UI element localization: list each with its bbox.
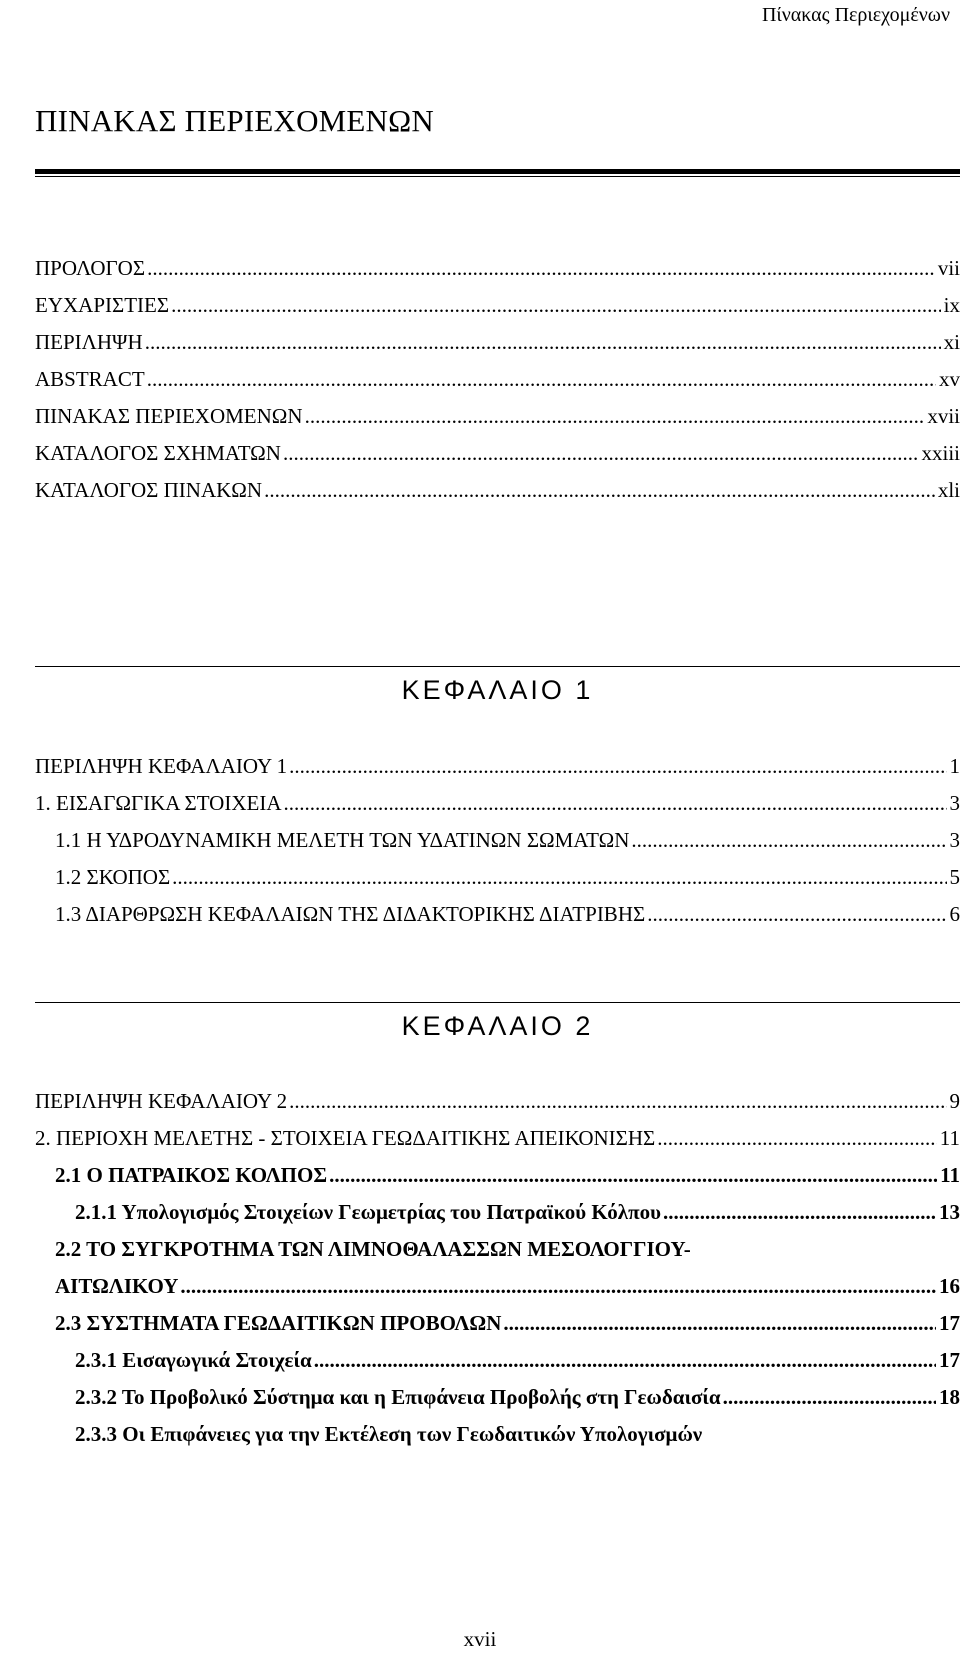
toc-entry-page: xxiii (921, 441, 960, 465)
toc-entry-page: 11 (940, 1163, 960, 1187)
toc-entry-page: 9 (949, 1089, 960, 1113)
toc-entry-label: ΚΑΤΑΛΟΓΟΣ ΠΙΝΑΚΩΝ (35, 478, 263, 502)
toc-entry-page: xvii (927, 404, 960, 428)
chapter-heading: ΚΕΦΑΛΑΙΟ 2 (401, 1011, 594, 1041)
toc-entry[interactable] (35, 859, 960, 896)
toc-entry-page: 17 (939, 1311, 960, 1335)
toc-entry-label: 2.3.1 Εισαγωγικά Στοιχεία (75, 1348, 312, 1372)
toc-leader (657, 1120, 937, 1157)
toc-entry[interactable] (35, 1268, 960, 1305)
toc-leader (289, 1083, 946, 1120)
toc-entry-label: ABSTRACT (35, 367, 145, 391)
toc-entry[interactable] (35, 1342, 960, 1379)
toc-entry-label: 2.1.1 Υπολογισμός Στοιχείων Γεωμετρίας του Πατραϊκού Κόλπου (75, 1200, 662, 1224)
toc-front-matter (35, 250, 960, 509)
toc-entry-page: 3 (949, 791, 960, 815)
chapter-heading: ΚΕΦΑΛΑΙΟ 1 (401, 675, 594, 705)
toc-entry-label: 1.1 Η ΥΔΡΟΔΥΝΑΜΙΚΗ ΜΕΛΕΤΗ ΤΩΝ ΥΔΑΤΙΝΩΝ ΣΩΜΑΤΩΝ (55, 828, 630, 852)
toc-entry[interactable] (35, 1194, 960, 1231)
toc-entry-label: ΠΡΟΛΟΓΟΣ (35, 256, 146, 280)
toc-chapter-1 (35, 748, 960, 933)
toc-entry-page: 5 (949, 865, 960, 889)
toc-entry[interactable] (35, 1157, 960, 1194)
toc-entry-page: 18 (939, 1385, 960, 1409)
page-title: ΠΙΝΑΚΑΣ ΠΕΡΙΕΧΟΜΕΝΩΝ (35, 103, 434, 138)
toc-entry[interactable] (35, 361, 960, 398)
toc-chapter-2 (35, 1083, 960, 1453)
toc-entry-page: 6 (949, 902, 960, 926)
toc-entry[interactable] (35, 1305, 960, 1342)
toc-leader (663, 1194, 936, 1231)
toc-entry-label: ΠΕΡΙΛΗΨΗ ΚΕΦΑΛΑΙΟΥ 2 (35, 1089, 288, 1113)
toc-leader (264, 472, 935, 509)
toc-entry-page: xi (943, 330, 960, 354)
toc-entry-label: 2.3.2 Το Προβολικό Σύστημα και η Επιφάνεια Προβολής στη Γεωδαισία (75, 1385, 721, 1409)
toc-entry[interactable] (35, 748, 960, 785)
toc-leader (503, 1305, 936, 1342)
toc-leader (172, 859, 946, 896)
toc-entry-page: vii (937, 256, 960, 280)
toc-entry-label-line1[interactable]: 2.2 ΤΟ ΣΥΓΚΡΟΤΗΜΑ ΤΩΝ ΛΙΜΝΟΘΑΛΑΣΣΩΝ ΜΕΣΟΛΟΓΓΙΟΥ- (55, 1237, 691, 1261)
toc-entry[interactable] (35, 822, 960, 859)
toc-entry-page: 1 (949, 754, 960, 778)
toc-leader (171, 287, 941, 324)
toc-entry-label: ΑΙΤΩΛΙΚΟΥ (55, 1274, 179, 1298)
toc-entry-label[interactable]: 2.3.3 Οι Επιφάνειες για την Εκτέλεση των Γεωδαιτικών Υπολογισμών (75, 1422, 703, 1446)
toc-entry-page: ix (943, 293, 960, 317)
toc-entry-label: 2.3 ΣΥΣΤΗΜΑΤΑ ΓΕΩΔΑΙΤΙΚΩΝ ΠΡΟΒΟΛΩΝ (55, 1311, 502, 1335)
chapter-rule (35, 1002, 960, 1003)
toc-entry-page: 16 (939, 1274, 960, 1298)
toc-entry-page: 3 (949, 828, 960, 852)
title-rule-thin (35, 176, 960, 177)
toc-entry[interactable] (35, 1120, 960, 1157)
toc-entry[interactable] (35, 1379, 960, 1416)
toc-entry-page: 17 (939, 1348, 960, 1372)
toc-entry-page: 13 (939, 1200, 960, 1224)
toc-leader (147, 361, 936, 398)
toc-entry-label: ΕΥΧΑΡΙΣΤΙΕΣ (35, 293, 170, 317)
title-rule (35, 169, 960, 174)
toc-leader (147, 250, 935, 287)
toc-entry-label: 2.1 Ο ΠΑΤΡΑΙΚΟΣ ΚΟΛΠΟΣ (55, 1163, 328, 1187)
toc-entry[interactable] (35, 435, 960, 472)
toc-entry[interactable] (35, 250, 960, 287)
toc-entry[interactable] (35, 472, 960, 509)
toc-leader (329, 1157, 937, 1194)
toc-entry[interactable] (35, 287, 960, 324)
toc-entry-label: 2. ΠΕΡΙΟΧΗ ΜΕΛΕΤΗΣ - ΣΤΟΙΧΕΙΑ ΓΕΩΔΑΙΤΙΚΗΣ ΑΠΕΙΚΟΝΙΣΗΣ (35, 1126, 656, 1150)
toc-entry[interactable] (35, 324, 960, 361)
chapter-rule (35, 666, 960, 667)
toc-entry-page: xv (939, 367, 960, 391)
toc-leader (305, 398, 925, 435)
toc-leader (145, 324, 941, 361)
toc-leader (283, 435, 919, 472)
toc-leader (314, 1342, 936, 1379)
toc-entry[interactable] (35, 785, 960, 822)
toc-entry-page: 11 (939, 1126, 960, 1150)
toc-leader (647, 896, 946, 933)
toc-entry[interactable] (35, 1083, 960, 1120)
toc-entry-label: 1.2 ΣΚΟΠΟΣ (55, 865, 171, 889)
toc-leader (289, 748, 946, 785)
toc-entry-label: ΠΕΡΙΛΗΨΗ (35, 330, 143, 354)
toc-entry-label: 1.3 ΔΙΑΡΘΡΩΣΗ ΚΕΦΑΛΑΙΩΝ ΤΗΣ ΔΙΔΑΚΤΟΡΙΚΗΣ ΔΙΑΤΡΙΒΗΣ (55, 902, 646, 926)
toc-leader (284, 785, 947, 822)
toc-entry-label: ΠΙΝΑΚΑΣ ΠΕΡΙΕΧΟΜΕΝΩΝ (35, 404, 303, 428)
toc-entry-page: xli (937, 478, 960, 502)
toc-entry-label: ΚΑΤΑΛΟΓΟΣ ΣΧΗΜΑΤΩΝ (35, 441, 281, 465)
toc-leader (631, 822, 946, 859)
running-header: Πίνακας Περιεχομένων (761, 4, 950, 26)
toc-entry[interactable] (35, 398, 960, 435)
toc-leader (180, 1268, 936, 1305)
toc-entry[interactable] (35, 896, 960, 933)
toc-entry-label: ΠΕΡΙΛΗΨΗ ΚΕΦΑΛΑΙΟΥ 1 (35, 754, 288, 778)
toc-entry-label: 1. ΕΙΣΑΓΩΓΙΚΑ ΣΤΟΙΧΕΙΑ (35, 791, 282, 815)
toc-leader (723, 1379, 936, 1416)
page-number: xvii (463, 1627, 497, 1651)
